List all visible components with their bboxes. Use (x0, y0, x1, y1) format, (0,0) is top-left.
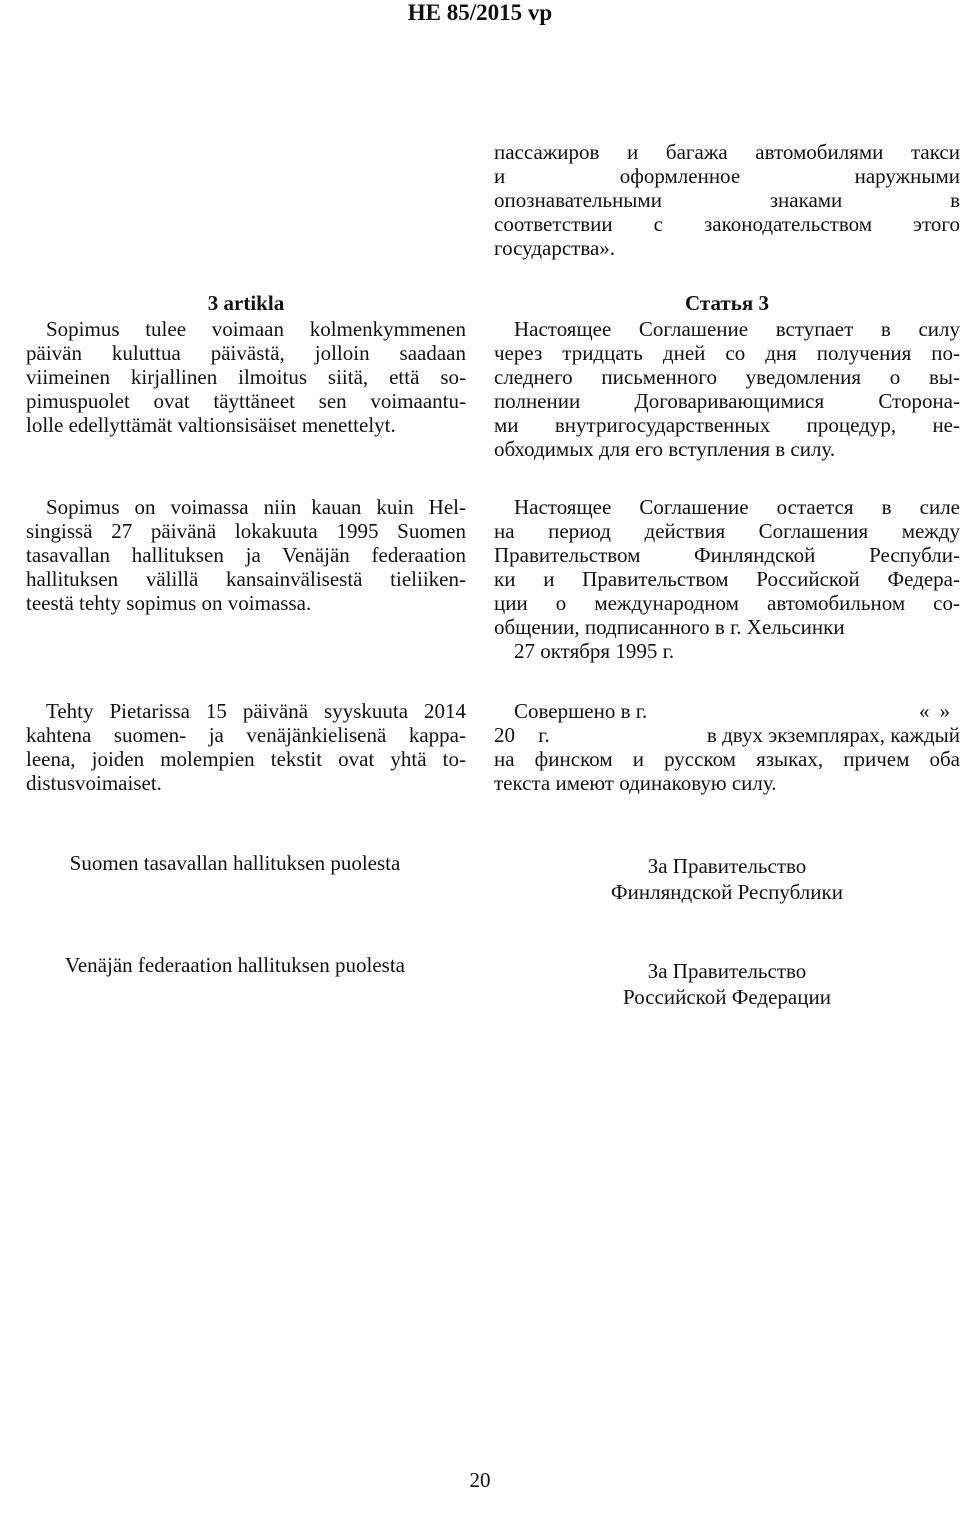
text-line (494, 723, 960, 747)
text-fragment: Совершено в г. (514, 699, 648, 723)
text-line: Настоящее Соглашение вступает в силу (514, 317, 960, 341)
signature-ru-finland (494, 853, 960, 905)
text-line: Tehty Pietarissa 15 päivänä syyskuuta 2014 (46, 699, 466, 723)
text-line: обходимых для его вступления в силу. (494, 437, 836, 461)
text-line: ми внутригосударственных процедур, не- (494, 413, 960, 437)
text-line: За Правительство (647, 854, 807, 878)
text-line: Правительством Финляндской Республи- (494, 543, 960, 567)
year-fragment: 20 г. (494, 723, 550, 747)
text-line: tasavallan hallituksen ja Venäjän federaation (26, 543, 466, 567)
text-line-date: 27 октября 1995 г. (514, 639, 675, 663)
text-line: и оформленное наружными (494, 164, 960, 188)
text-line: ки и Правительством Российской Федера- (494, 567, 960, 591)
text-line: kahtena suomen- ja venäjänkielisenä kappa- (26, 723, 466, 747)
text-line (494, 699, 960, 723)
text-line: государства». (494, 236, 616, 260)
article-heading-ru: Статья 3 (685, 291, 769, 315)
text-line: Финляндской Республики (611, 880, 843, 904)
text-line: teestä tehty sopimus on voimassa. (26, 591, 312, 615)
text-line: За Правительство (647, 959, 807, 983)
text-fragment: в двух экземплярах, каждый (706, 723, 960, 747)
text-line: leena, joiden molempien tekstit ovat yhtä to- (26, 747, 466, 771)
text-line: päivän kuluttua päivästä, jolloin saadaan (26, 341, 466, 365)
text-line: на период действия Соглашения между (494, 519, 960, 543)
text-line: через тридцать дней со дня получения по- (494, 341, 960, 365)
text-line: общении, подписанного в г. Хельсинки (494, 615, 845, 639)
article-paragraph-ru-3 (494, 699, 960, 795)
text-line: singissä 27 päivänä lokakuuta 1995 Suomen (26, 519, 466, 543)
text-line: Sopimus on voimassa niin kauan kuin Hel- (46, 495, 466, 519)
document-header: HE 85/2015 vp (407, 0, 553, 25)
text-line: ции о международном автомобильном со- (494, 591, 960, 615)
article-heading-fi: 3 artikla (207, 291, 285, 315)
article-paragraph-fi-1 (26, 317, 466, 437)
quotes-fragment: «» (919, 699, 960, 723)
article-paragraph-ru-1 (494, 317, 960, 461)
text-line: distusvoimaiset. (26, 771, 162, 795)
signature-ru-russia (494, 958, 960, 1010)
continuation-paragraph (494, 140, 960, 260)
text-line: lolle edellyttämät valtionsisäiset menettelyt. (26, 413, 396, 437)
text-line: следнего письменного уведомления о вы- (494, 365, 960, 389)
signature-fi-government: Suomen tasavallan hallituksen puolesta (69, 851, 401, 875)
text-line: hallituksen välillä kansainvälisestä tieliiken- (26, 567, 466, 591)
text-line: текста имеют одинаковую силу. (494, 771, 777, 795)
article-paragraph-fi-2 (26, 495, 466, 615)
text-line: на финском и русском языках, причем оба (494, 747, 960, 771)
text-line: viimeinen kirjallinen ilmoitus siitä, että so- (26, 365, 466, 389)
text-line: Настоящее Соглашение остается в силе (514, 495, 960, 519)
article-paragraph-ru-2 (494, 495, 960, 663)
text-line: опознавательными знаками в (494, 188, 960, 212)
signature-fi-russia: Venäjän federaation hallituksen puolesta (65, 953, 405, 977)
text-line: пассажиров и багажа автомобилями такси (494, 140, 960, 164)
text-line: полнении Договаривающимися Сторона- (494, 389, 960, 413)
article-paragraph-fi-3 (26, 699, 466, 795)
page-number: 20 (469, 1468, 491, 1492)
text-line: Российской Федерации (623, 985, 831, 1009)
text-line: Sopimus tulee voimaan kolmenkymmenen (46, 317, 466, 341)
text-line: соответствии с законодательством этого (494, 212, 960, 236)
text-line: pimuspuolet ovat täyttäneet sen voimaantu- (26, 389, 466, 413)
